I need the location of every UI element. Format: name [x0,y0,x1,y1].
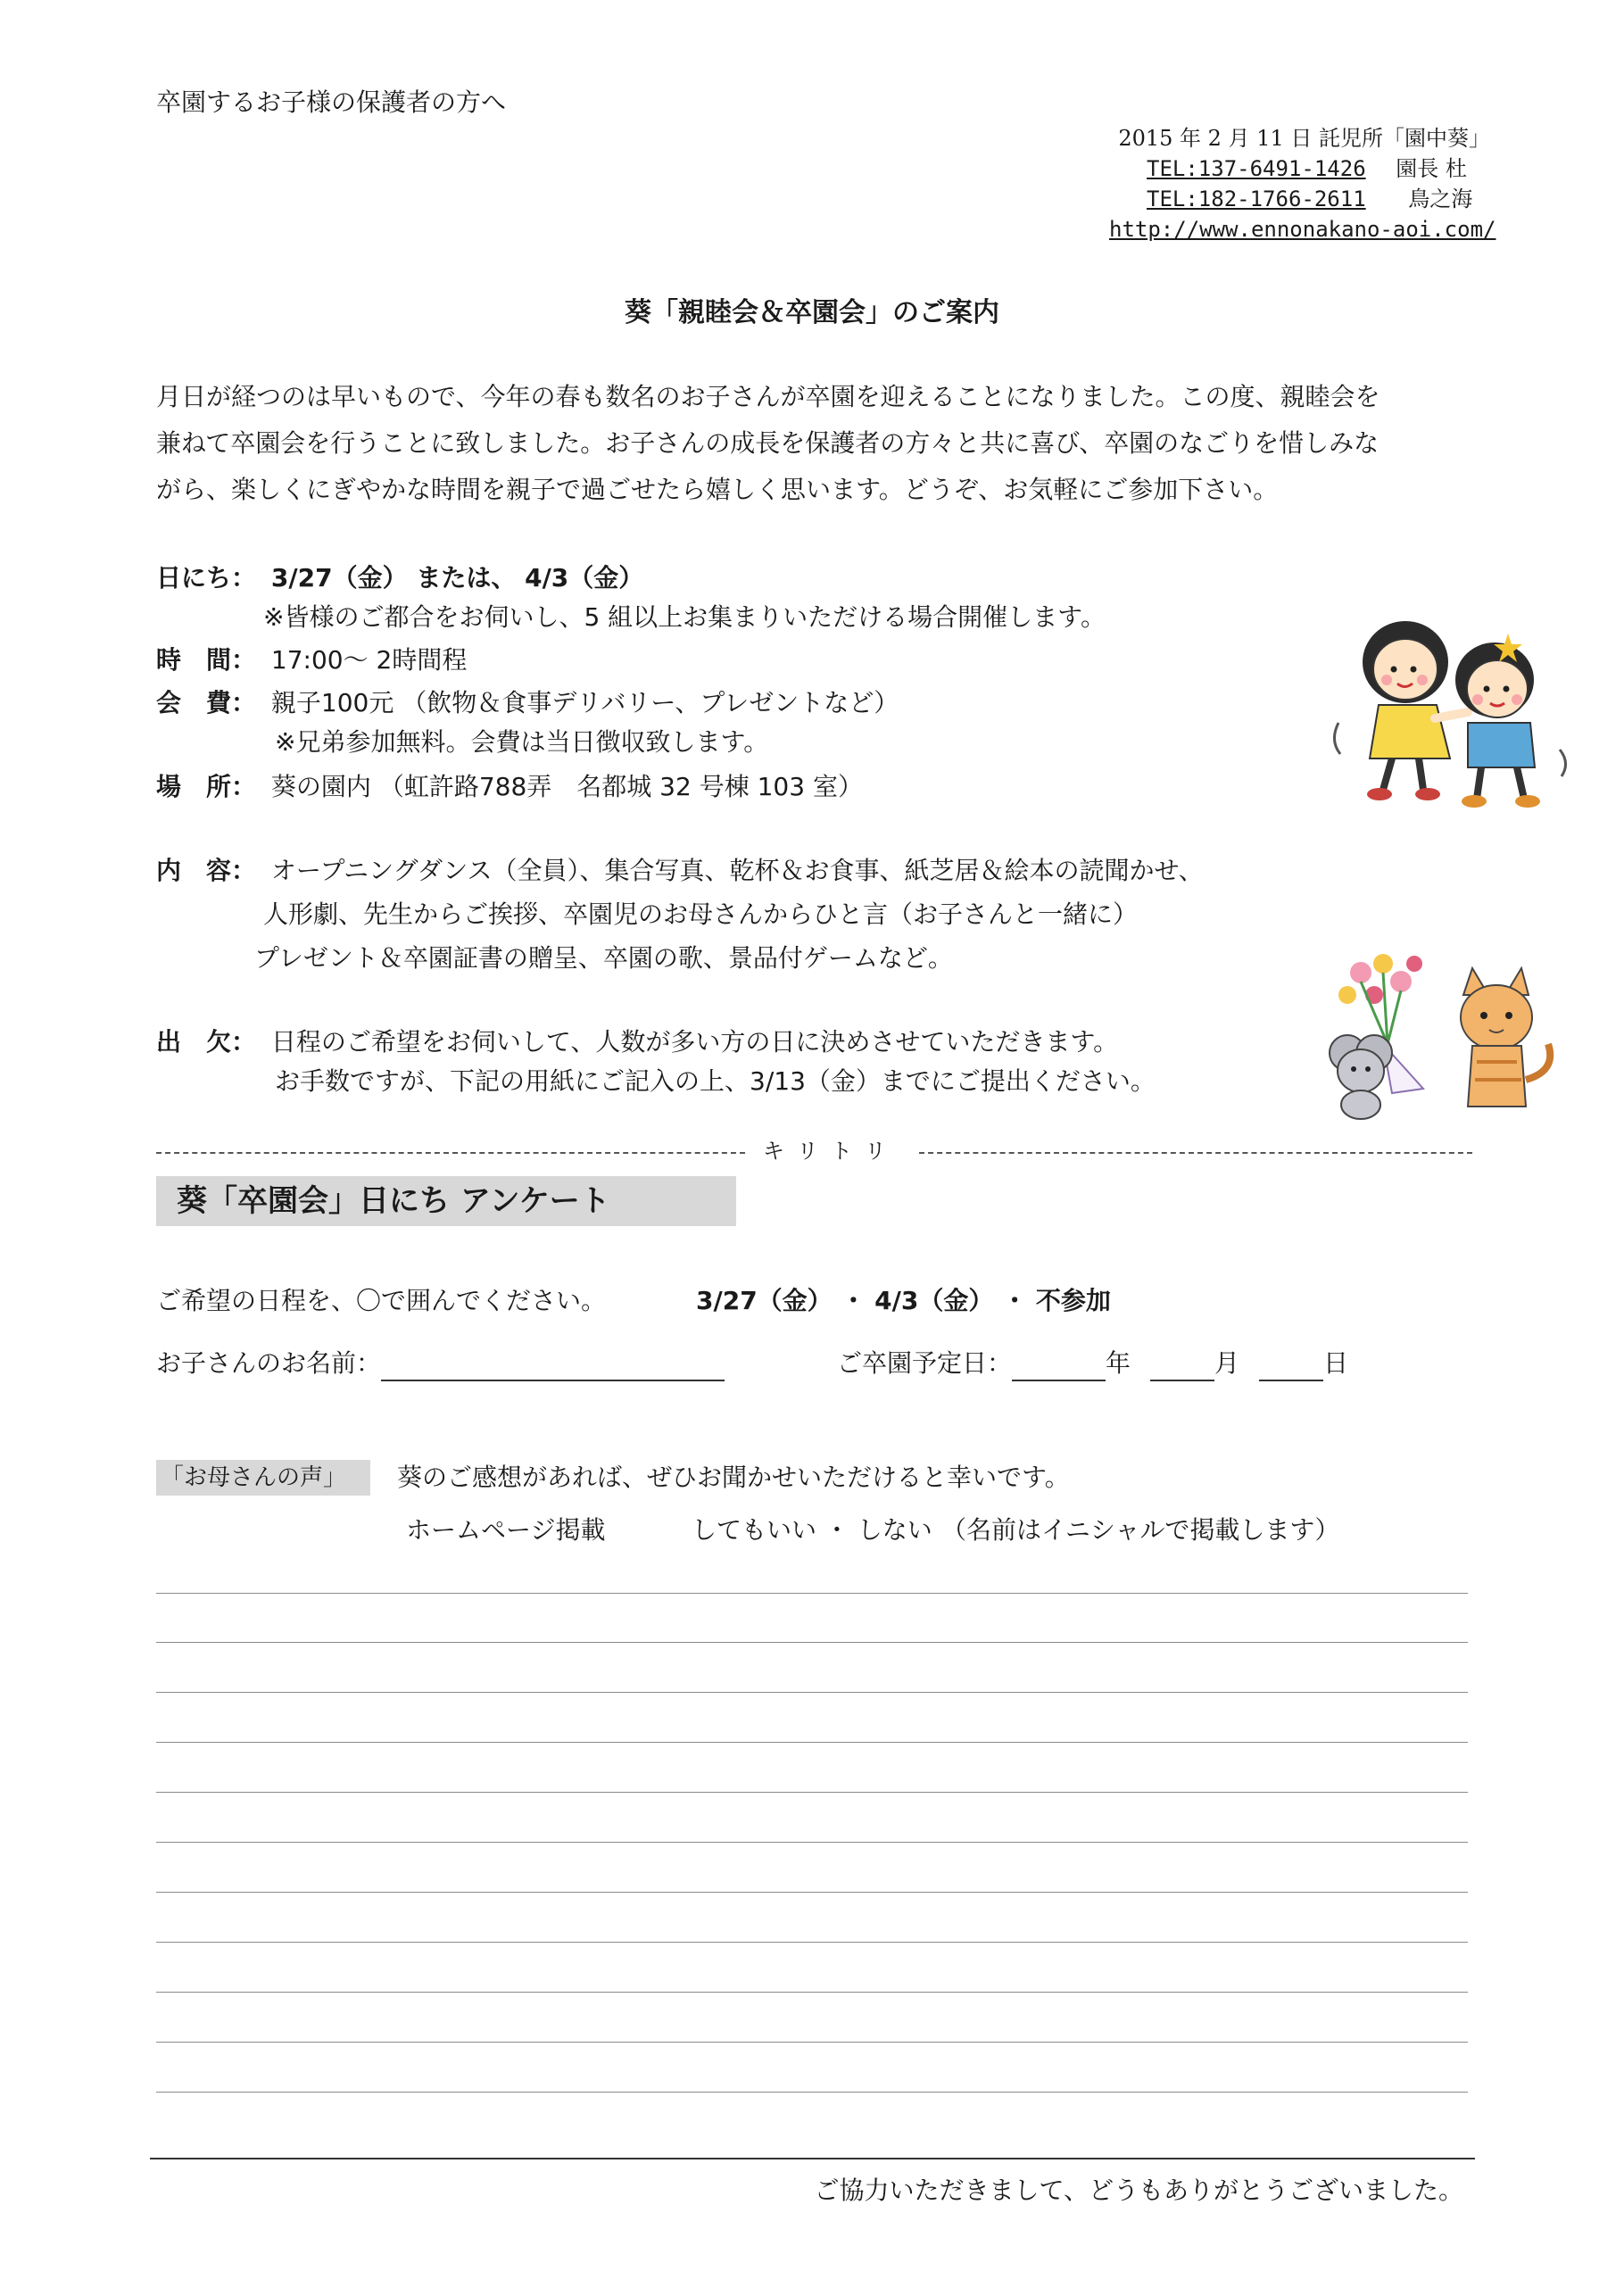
tel-line-2 [1147,184,1472,214]
writing-line[interactable] [156,1992,1468,1993]
date-and-organization: 2015 年 2 月 11 日 託児所「園中葵」 [1118,126,1490,151]
fee-row [156,685,899,721]
fee-label: 会 費： [156,688,257,717]
homepage-label: ホームページ掲載 [406,1515,606,1545]
writing-line[interactable] [156,1942,1468,1943]
date-row [156,560,643,596]
date-note: ※皆様のご都合をお伺いし、5 組以上お集まりいただける場合開催します。 [263,602,1106,632]
graduation-day-field[interactable] [1259,1349,1323,1381]
bottom-rule [150,2158,1475,2159]
place-row [156,769,863,805]
voice-label: 「お母さんの声」 [161,1464,347,1491]
content-line-1: オープニングダンス（全員）、集合写真、乾杯＆お食事、紙芝居＆絵本の読聞かせ、 [270,856,1204,885]
writing-line[interactable] [156,1792,1468,1793]
writing-line[interactable] [156,1742,1468,1743]
graduation-year-field[interactable] [1012,1349,1106,1381]
date-label: 日にち： [156,563,257,593]
form-heading: 葵「卒園会」日にち アンケート [177,1183,610,1219]
attendance-line-1: 日程のご希望をお伺いして、人数が多い方の日に決めさせていただきます。 [270,1027,1119,1057]
day-label: 日 [1323,1348,1349,1378]
cut-label: キリトリ [763,1139,899,1164]
voice-text: 葵のご感想があれば、ぜひお聞かせいただけると幸いです。 [397,1463,1070,1492]
attendance-row [156,1024,1118,1060]
tel-number-1[interactable]: TEL:137-6491-1426 [1147,156,1366,181]
writing-line[interactable] [156,1642,1468,1643]
addressee: 卒園するお子様の保護者の方へ [156,87,507,117]
graduation-month-field[interactable] [1150,1349,1214,1381]
writing-line[interactable] [156,2092,1468,2093]
mouse-and-cat-with-flowers-illustration [1298,946,1566,1124]
intro-line-1: 月日が経つのは早いもので、今年の春も数名のお子さんが卒園を迎えることになりました。この度、親睦会を [156,382,1380,411]
fee-note: ※兄弟参加無料。会費は当日徴収致します。 [275,727,769,757]
intro-line-2: 兼ねて卒園会を行うことに致しました。お子さんの成長を保護者の方々と共に喜び、卒園のなごりを惜しみな [156,428,1380,458]
graduation-row [837,1346,1348,1381]
homepage-options[interactable]: してもいい ・ しない [692,1515,932,1545]
writing-line[interactable] [156,2042,1468,2043]
writing-line[interactable] [156,1692,1468,1693]
homepage-note: （名前はイニシャルで掲載します） [941,1515,1340,1545]
content-row [156,853,1204,889]
intro-line-3: がら、楽しくにぎやかな時間を親子で過ごせたら嬉しく思います。どうぞ、お気軽にご参加下さい。 [156,475,1279,504]
month-label: 月 [1214,1348,1240,1378]
attendance-label: 出 欠： [156,1027,257,1057]
tel-person-1: 園長 杜 [1396,156,1467,181]
fee-value: 親子100元 （飲物＆食事デリバリー、プレゼントなど） [270,688,899,717]
choose-options[interactable]: 3/27（金） ・ 4/3（金） ・ 不参加 [696,1286,1111,1315]
writing-line[interactable] [156,1892,1468,1893]
thank-you-footer: ご協力いただきまして、どうもありがとうございました。 [814,2176,1463,2205]
attendance-line-2: お手数ですが、下記の用紙にご記入の上、3/13（金）までにご提出ください。 [275,1066,1156,1096]
graduation-date-label: ご卒園予定日： [837,1348,1013,1378]
website-link[interactable]: http://www.ennonakano-aoi.com/ [1109,217,1496,242]
content-line-3: プレゼント＆卒園証書の贈呈、卒園の歌、景品付ゲームなど。 [254,943,953,973]
tel-number-2[interactable]: TEL:182-1766-2611 [1147,186,1366,211]
page-title: 葵「親睦会＆卒園会」のご案内 [625,297,999,328]
time-row [156,642,467,678]
time-value: 17:00～ 2時間程 [270,645,468,675]
place-label: 場 所： [156,772,257,801]
place-value: 葵の園内 （虹許路788弄 名都城 32 号棟 103 室） [270,772,863,801]
cut-line-right [919,1152,1472,1154]
child-name-label: お子さんのお名前： [156,1348,382,1378]
dancing-children-illustration [1321,607,1579,812]
tel-person-2: 鳥之海 [1408,186,1473,211]
content-line-2: 人形劇、先生からご挨拶、卒園児のお母さんからひと言（お子さんと一緒に） [263,899,1139,929]
time-label: 時 間： [156,645,257,675]
cut-line-left [156,1152,745,1154]
year-label: 年 [1106,1348,1131,1378]
date-value: 3/27（金） または、 4/3（金） [270,563,644,593]
child-name-field[interactable] [381,1349,725,1381]
writing-line[interactable] [156,1842,1468,1843]
choose-prompt: ご希望の日程を、〇で囲んでください。 [156,1286,607,1315]
content-label: 内 容： [156,856,257,885]
tel-line-1 [1147,153,1467,184]
writing-line[interactable] [156,1593,1468,1594]
name-row [156,1346,725,1381]
